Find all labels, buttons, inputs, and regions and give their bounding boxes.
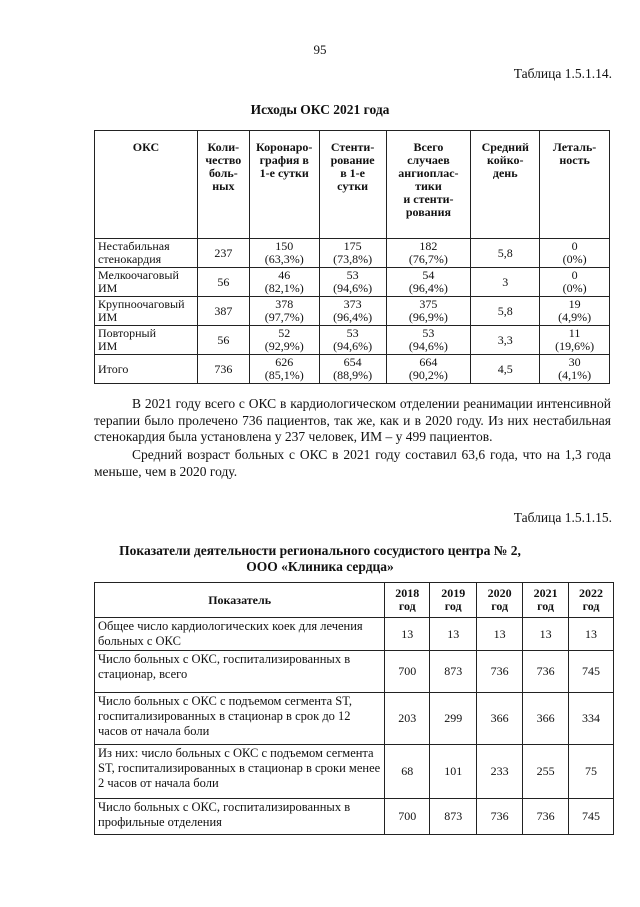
row-label: Нестабильная стенокардия <box>95 239 198 268</box>
table2-title <box>0 543 640 575</box>
table-cell: 13 <box>569 618 614 651</box>
table-cell: 54 (96,4%) <box>386 268 471 297</box>
column-header: 2019 год <box>430 583 477 618</box>
paragraph-average-age: Средний возраст больных с ОКС в 2021 году составил 63,6 года, что на 1,3 года меньше, чем в 2020 году. <box>94 447 611 479</box>
table-row <box>95 693 614 745</box>
paragraph-treated: В 2021 году всего с ОКС в кардиологическом отделении реанимации интенсивной терапии было пролечено 736 пациентов, так же, как и в 2020 году. Из них нестабильная стенокардия была установлена у 237 человек, ИМ – у 499 пациентов. <box>94 396 611 444</box>
table-cell: 182 (76,7%) <box>386 239 471 268</box>
table-cell: 56 <box>197 326 249 355</box>
table-cell: 101 <box>430 745 477 799</box>
table-row <box>95 268 610 297</box>
table-row <box>95 239 610 268</box>
table-cell: 68 <box>385 745 430 799</box>
column-header: Леталь- ность <box>540 131 610 239</box>
table-cell: 150 (63,3%) <box>249 239 319 268</box>
table-cell: 664 (90,2%) <box>386 355 471 384</box>
table-cell: 3,3 <box>471 326 540 355</box>
table-cell: 255 <box>523 745 569 799</box>
table-cell: 626 (85,1%) <box>249 355 319 384</box>
table-cell: 46 (82,1%) <box>249 268 319 297</box>
table-cell: 873 <box>430 651 477 693</box>
table-cell: 299 <box>430 693 477 745</box>
table-cell: 237 <box>197 239 249 268</box>
row-label: Итого <box>95 355 198 384</box>
table-cell: 75 <box>569 745 614 799</box>
row-label: Общее число кардиологических коек для лечения больных с ОКС <box>95 618 385 651</box>
row-label: Число больных с ОКС с подъемом сегмента ST, госпитализированных в стационар в срок до 12 часов от начала боли <box>95 693 385 745</box>
table-cell: 736 <box>523 799 569 835</box>
table-cell: 11 (19,6%) <box>540 326 610 355</box>
table-row <box>95 355 610 384</box>
row-label: Повторный ИМ <box>95 326 198 355</box>
table-cell: 3 <box>471 268 540 297</box>
table-cell: 745 <box>569 799 614 835</box>
table2-title-line1: Показатели деятельности регионального сосудистого центра № 2, <box>119 543 521 558</box>
table-row <box>95 799 614 835</box>
table-cell: 53 (94,6%) <box>319 326 386 355</box>
table2-title-line2: ООО «Клиника сердца» <box>246 559 394 574</box>
column-header: 2020 год <box>477 583 523 618</box>
table-cell: 366 <box>477 693 523 745</box>
table-cell: 13 <box>523 618 569 651</box>
table-row <box>95 618 614 651</box>
center-indicators-table <box>94 582 614 835</box>
table-cell: 375 (96,9%) <box>386 297 471 326</box>
table-cell: 736 <box>523 651 569 693</box>
table-cell: 387 <box>197 297 249 326</box>
table-cell: 53 (94,6%) <box>319 268 386 297</box>
table-cell: 0 (0%) <box>540 239 610 268</box>
table-cell: 736 <box>197 355 249 384</box>
row-label: Число больных с ОКС, госпитализированных в стационар, всего <box>95 651 385 693</box>
table-cell: 700 <box>385 799 430 835</box>
table2-label: Таблица 1.5.1.15. <box>513 510 612 525</box>
header-row <box>95 583 614 618</box>
table-cell: 378 (97,7%) <box>249 297 319 326</box>
row-label: Мелкоочаговый ИМ <box>95 268 198 297</box>
table1-label: Таблица 1.5.1.14. <box>513 66 612 81</box>
outcomes-table <box>94 130 610 384</box>
row-label: Число больных с ОКС, госпитализированных в профильные отделения <box>95 799 385 835</box>
column-header: Коронаро- графия в 1-е сутки <box>249 131 319 239</box>
table-cell: 873 <box>430 799 477 835</box>
page-number: 95 <box>313 42 327 57</box>
column-header: Показатель <box>95 583 385 618</box>
table-row <box>95 326 610 355</box>
row-label: Из них: число больных с ОКС с подъемом сегмента ST, госпитализированных в стационар в сроки менее 2 часов от начала боли <box>95 745 385 799</box>
column-header: 2018 год <box>385 583 430 618</box>
table-cell: 745 <box>569 651 614 693</box>
table-cell: 736 <box>477 799 523 835</box>
table-cell: 30 (4,1%) <box>540 355 610 384</box>
table-cell: 366 <box>523 693 569 745</box>
table-cell: 5,8 <box>471 297 540 326</box>
column-header: ОКС <box>95 131 198 239</box>
table-cell: 654 (88,9%) <box>319 355 386 384</box>
table-cell: 56 <box>197 268 249 297</box>
column-header: Всего случаев ангиоплас- тики и стенти- рования <box>386 131 471 239</box>
column-header: Коли- чество боль- ных <box>197 131 249 239</box>
table-cell: 19 (4,9%) <box>540 297 610 326</box>
table-cell: 0 (0%) <box>540 268 610 297</box>
table-cell: 5,8 <box>471 239 540 268</box>
table-cell: 334 <box>569 693 614 745</box>
header-row <box>95 131 610 239</box>
table-cell: 53 (94,6%) <box>386 326 471 355</box>
column-header: Стенти- рование в 1-е сутки <box>319 131 386 239</box>
table-cell: 233 <box>477 745 523 799</box>
table-cell: 373 (96,4%) <box>319 297 386 326</box>
row-label: Крупноочаговый ИМ <box>95 297 198 326</box>
column-header: 2022 год <box>569 583 614 618</box>
table-cell: 736 <box>477 651 523 693</box>
table-cell: 13 <box>430 618 477 651</box>
table-cell: 52 (92,9%) <box>249 326 319 355</box>
table-row <box>95 297 610 326</box>
table-row <box>95 651 614 693</box>
table-cell: 4,5 <box>471 355 540 384</box>
table-cell: 13 <box>385 618 430 651</box>
table-cell: 700 <box>385 651 430 693</box>
table-cell: 203 <box>385 693 430 745</box>
column-header: Средний койко- день <box>471 131 540 239</box>
table-row <box>95 745 614 799</box>
table1-title: Исходы ОКС 2021 года <box>250 102 390 117</box>
column-header: 2021 год <box>523 583 569 618</box>
table-cell: 175 (73,8%) <box>319 239 386 268</box>
table-cell: 13 <box>477 618 523 651</box>
